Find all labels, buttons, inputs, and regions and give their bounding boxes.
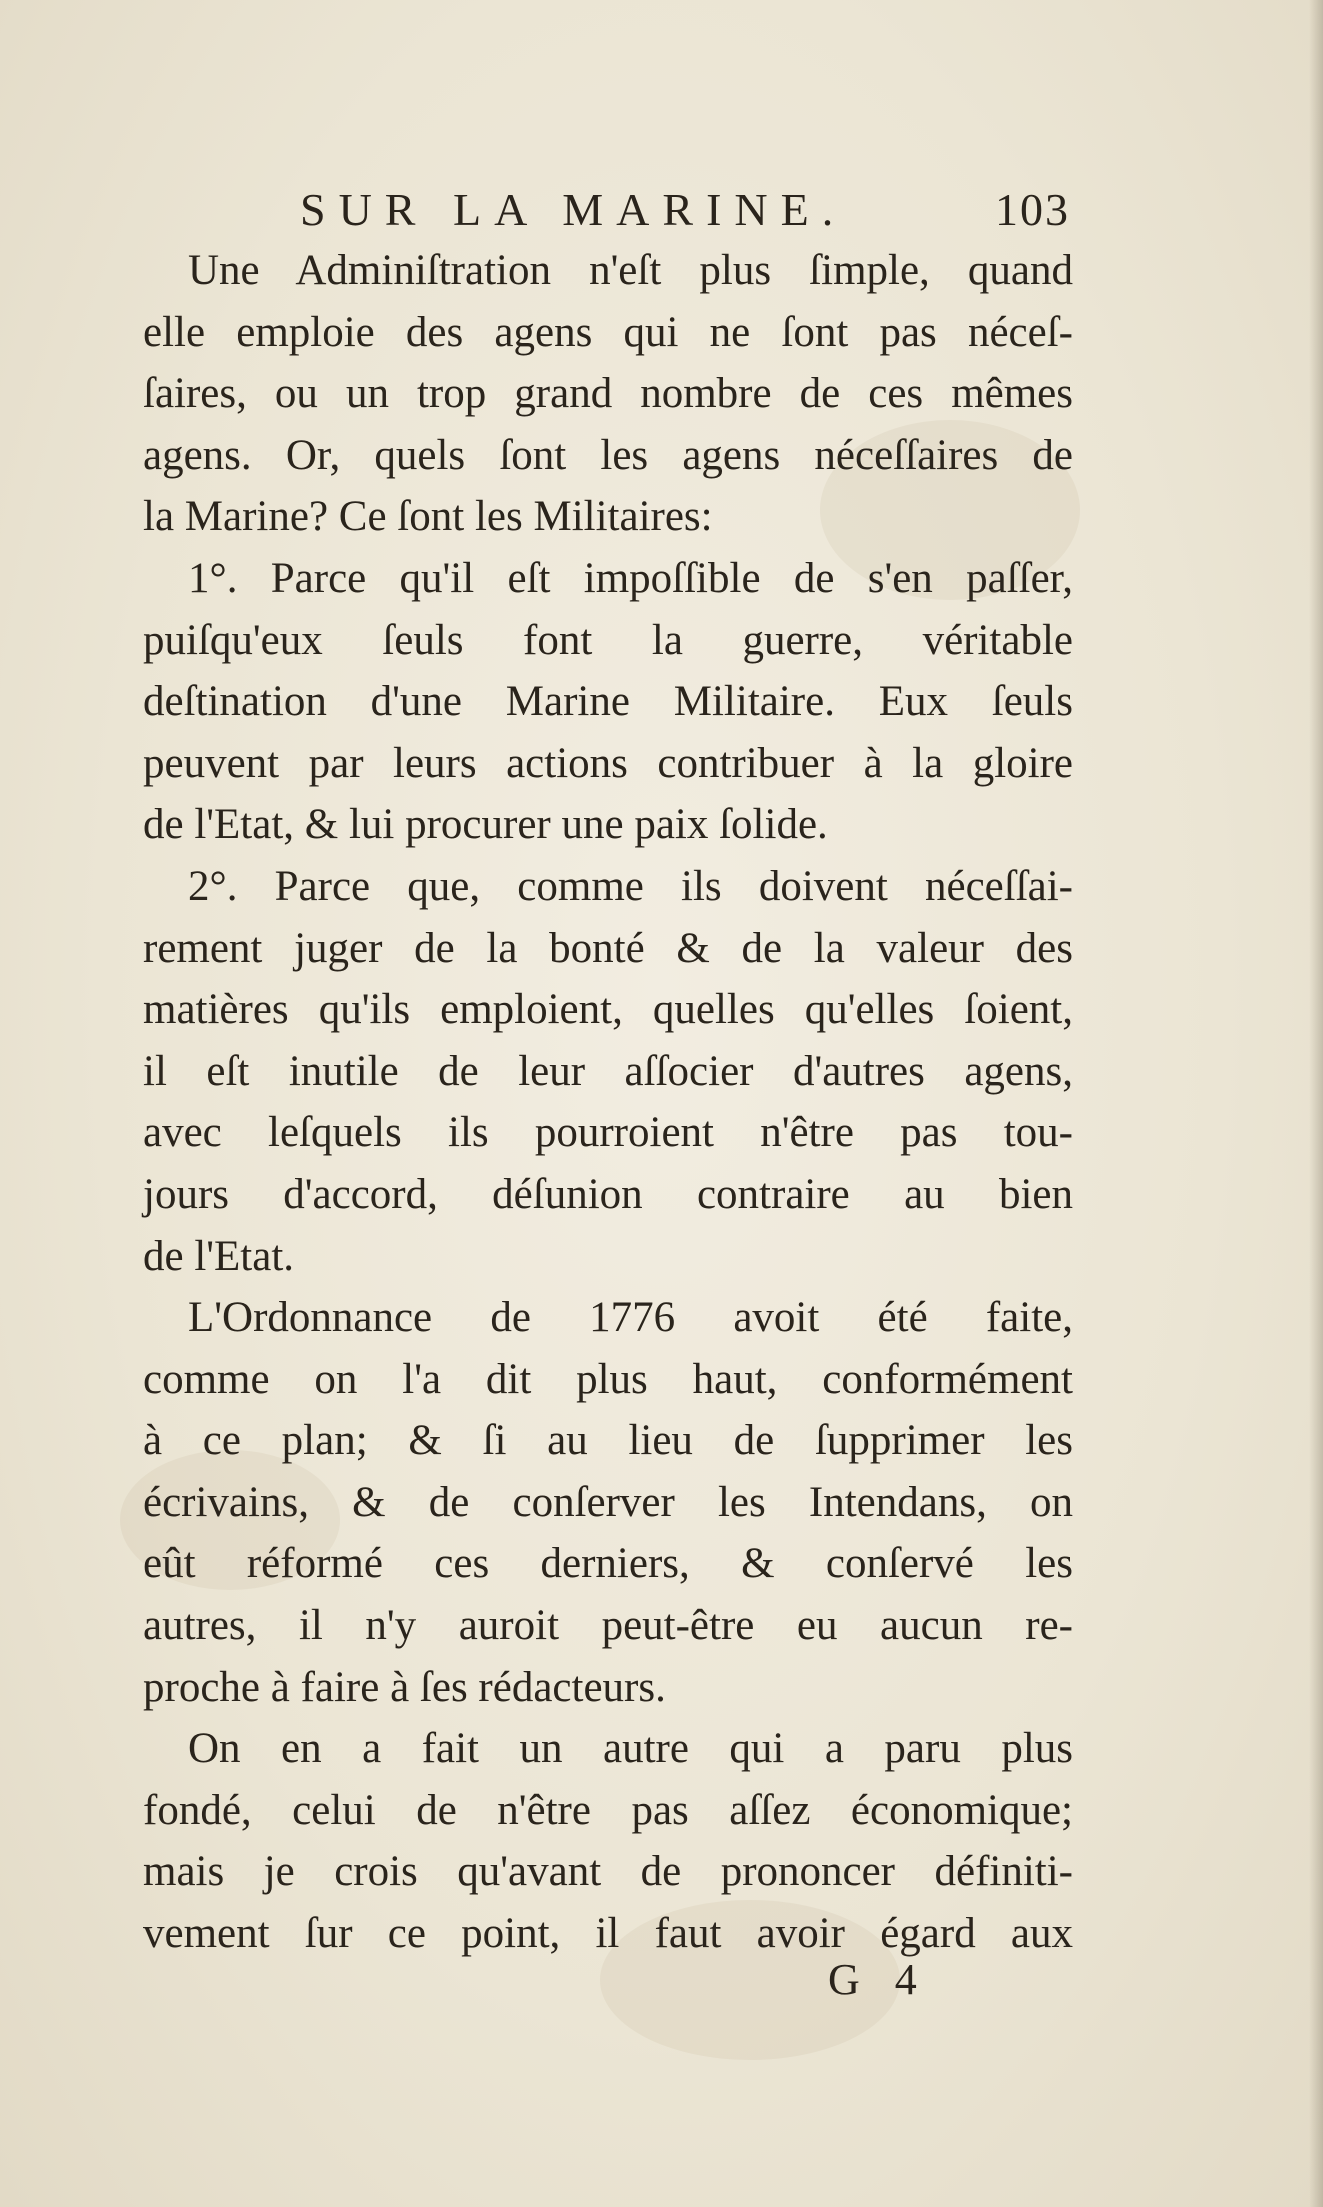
text-line: elle emploie des agens qui ne ſont pas néceſ- xyxy=(143,308,1073,356)
text-line: mais je crois qu'avant de prononcer définiti- xyxy=(143,1848,1073,1896)
text-line: rement juger de la bonté & de la valeur des xyxy=(143,924,1073,972)
signature-mark: G 4 xyxy=(828,1955,929,2004)
text-line: eût réformé ces derniers, & conſervé les xyxy=(143,1540,1073,1588)
text-line: fondé, celui de n'être pas aſſez économique; xyxy=(143,1786,1073,1834)
text-line: Une Adminiſtration n'eſt plus ſimple, quand xyxy=(188,247,1073,294)
text-line: proche à faire à ſes rédacteurs. xyxy=(143,1663,666,1711)
body-text xyxy=(143,240,1073,1965)
text-line: puiſqu'eux ſeuls font la guerre, véritable xyxy=(143,616,1073,664)
text-line: vement ſur ce point, il faut avoir égard aux xyxy=(143,1910,1073,1958)
text-line: 1°. Parce qu'il eſt impoſſible de s'en paſſer, xyxy=(188,554,1073,602)
text-line: avec leſquels ils pourroient n'être pas tou- xyxy=(143,1109,1073,1157)
text-line: jours d'accord, déſunion contraire au bien xyxy=(143,1170,1073,1218)
text-line: peuvent par leurs actions contribuer à la gloire xyxy=(143,739,1073,787)
page-header xyxy=(140,180,1100,240)
text-line: autres, il n'y auroit peut-être eu aucun re- xyxy=(143,1602,1073,1650)
page-number: 103 xyxy=(995,184,1070,235)
text-line: deſtination d'une Marine Militaire. Eux ſeuls xyxy=(143,678,1073,726)
text-line: à ce plan; & ſi au lieu de ſupprimer les xyxy=(143,1417,1073,1465)
text-line: matières qu'ils emploient, quelles qu'elles ſoient, xyxy=(143,986,1073,1034)
text-line: ſaires, ou un trop grand nombre de ces mêmes xyxy=(143,370,1073,418)
page-edge-shadow xyxy=(1309,0,1323,2207)
text-line: de l'Etat. xyxy=(143,1232,295,1280)
text-line: écrivains, & de conſerver les Intendans, on xyxy=(143,1478,1073,1526)
text-line: comme on l'a dit plus haut, conformément xyxy=(143,1355,1073,1403)
text-line: L'Ordonnance de 1776 avoit été faite, xyxy=(188,1294,1073,1342)
text-line: de l'Etat, & lui procurer une paix ſolide. xyxy=(143,801,828,849)
text-line: agens. Or, quels ſont les agens néceſſaires de xyxy=(143,431,1073,479)
running-title: SUR LA MARINE. xyxy=(300,184,847,235)
text-line: On en a fait un autre qui a paru plus xyxy=(188,1725,1073,1773)
text-line: la Marine? Ce ſont les Militaires: xyxy=(143,493,713,541)
text-line: il eſt inutile de leur aſſocier d'autres agens, xyxy=(143,1047,1073,1095)
text-line: 2°. Parce que, comme ils doivent néceſſai- xyxy=(188,862,1073,910)
